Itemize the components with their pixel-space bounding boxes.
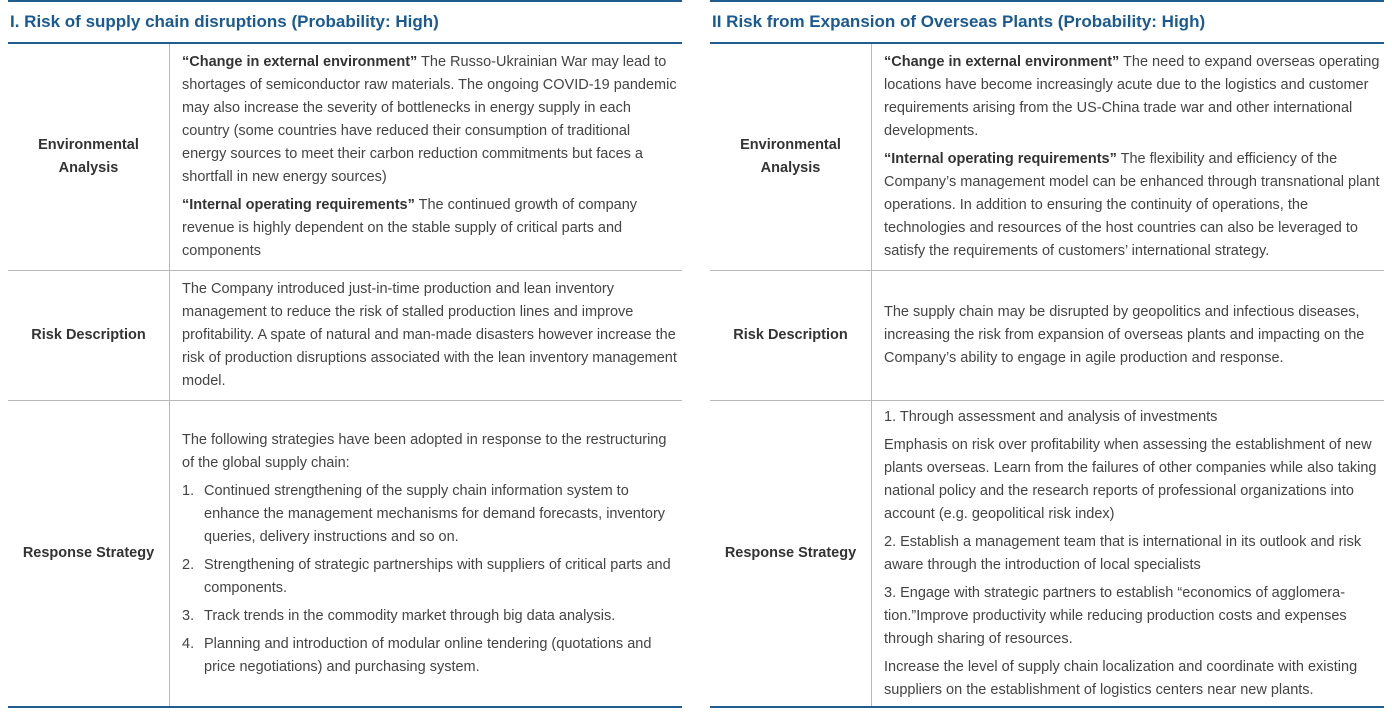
internal-requirements-text: The flexibility and efficiency of the Company’s management model can be enhanced through transnational plant operations. In addition to ensuring the continuity of operations, the technologies and resources of the host countries can also be leveraged to satisfy the requirements of customers’ international strategy.: [884, 151, 1380, 259]
risk-description-content: [872, 271, 1384, 400]
list-item-text: Track trends in the commodity market through big data analysis.: [204, 607, 616, 624]
list-item-text: Strengthening of strategic partnerships with suppliers of critical parts and components.: [204, 556, 671, 596]
list-item: [182, 480, 678, 549]
list-item-text: Planning and introduction of modular online tendering (quotations and price negotiations) and purchasing system.: [204, 635, 652, 675]
internal-requirements-heading: “Internal operating requirements”: [884, 151, 1117, 167]
strategy-heading-3: 3. Engage with strategic partners to establish “economics of agglomeration.”Improve productivity while reducing production costs and expenses through sharing of resources.: [884, 584, 1347, 647]
list-item-text: Continued strengthening of the supply chain information system to enhance the management mechanisms for demand forecasts, inventory queries, delivery instructions and so on.: [204, 482, 666, 545]
risk-description-text: The Company introduced just-in-time production and lean inventory management to reduce the risk of stalled production lines and improve profitability. A spate of natural and man-made disasters however increase the risk of production disruptions associated with the lean inventory management model.: [182, 281, 677, 389]
internal-requirements-text: The continued growth of company revenue is highly dependent on the stable supply of critical parts and components: [182, 197, 638, 259]
environmental-analysis-label: Environmental Analysis: [710, 44, 872, 270]
external-environment-text: The need to expand overseas operating locations have become increasingly acute due to the logistics and customer requirements arising from the US-China trade war and other international developments.: [884, 54, 1380, 139]
response-strategy-label: Response Strategy: [710, 401, 872, 706]
environmental-analysis-label: Environmental Analysis: [8, 44, 170, 270]
strategy-heading-1: 1. Through assessment and analysis of investments: [884, 408, 1218, 425]
overseas-plants-risk-title: II Risk from Expansion of Overseas Plants (Probability: High): [710, 0, 1384, 44]
risk-description-row: [710, 271, 1384, 401]
list-item-number: 4.: [182, 635, 195, 652]
external-environment-heading: “Change in external environment”: [182, 54, 418, 70]
response-strategy-row: [710, 401, 1384, 708]
environmental-analysis-content: [170, 44, 682, 270]
list-item-number: 3.: [182, 607, 195, 624]
risk-description-content: [170, 271, 682, 400]
risk-description-row: [8, 271, 682, 401]
strategy-text-3: Increase the level of supply chain localization and coordinate with existing suppliers on the establishment of logistics centers near new plants.: [884, 658, 1358, 698]
list-item: [182, 633, 678, 679]
supply-chain-risk-title: I. Risk of supply chain disruptions (Probability: High): [8, 0, 682, 44]
response-strategy-intro: The following strategies have been adopted in response to the restructuring of the global supply chain:: [182, 431, 667, 471]
list-item: [182, 605, 678, 628]
list-item-number: 1.: [182, 482, 195, 499]
list-item-number: 2.: [182, 556, 195, 573]
environmental-analysis-row: [710, 44, 1384, 271]
risk-description-label: Risk Description: [710, 271, 872, 400]
external-environment-heading: “Change in external environment”: [884, 54, 1120, 70]
external-environment-paragraph: [182, 51, 678, 189]
response-strategy-content: [170, 401, 682, 706]
environmental-analysis-row: [8, 44, 682, 271]
response-strategy-content: [872, 401, 1384, 706]
environmental-analysis-content: [872, 44, 1384, 270]
supply-chain-risk-table: [8, 0, 682, 708]
external-environment-paragraph: [884, 51, 1380, 143]
internal-requirements-paragraph: [182, 194, 678, 263]
strategy-text-1: Emphasis on risk over profitability when assessing the establishment of new plants overseas. Learn from the failures of other companies while also taking national policy and the research reports of professional organizations into account (e.g. geopolitical risk index): [884, 436, 1377, 522]
response-strategy-row: [8, 401, 682, 708]
strategy-heading-2: 2. Establish a management team that is international in its outlook and risk aware through the introduction of local specialists: [884, 533, 1362, 573]
risk-description-label: Risk Description: [8, 271, 170, 400]
overseas-plants-risk-table: [710, 0, 1384, 708]
external-environment-text: The Russo-Ukrainian War may lead to shortages of semiconductor raw materials. The ongoing COVID-19 pandemic may also increase the severity of bottlenecks in energy supply in each country (some countries have reduced their consumption of traditional energy sources to meet their carbon reduction commitments but faces a shortfall in new energy sources): [182, 54, 677, 185]
response-strategy-label: Response Strategy: [8, 401, 170, 706]
internal-requirements-heading: “Internal operating requirements”: [182, 197, 415, 213]
risk-description-text: The supply chain may be disrupted by geopolitics and infectious diseases, increasing the risk from expansion of overseas plants and impacting on the Company’s ability to engage in agile production and response.: [884, 304, 1365, 366]
list-item: [182, 554, 678, 600]
internal-requirements-paragraph: [884, 148, 1380, 263]
